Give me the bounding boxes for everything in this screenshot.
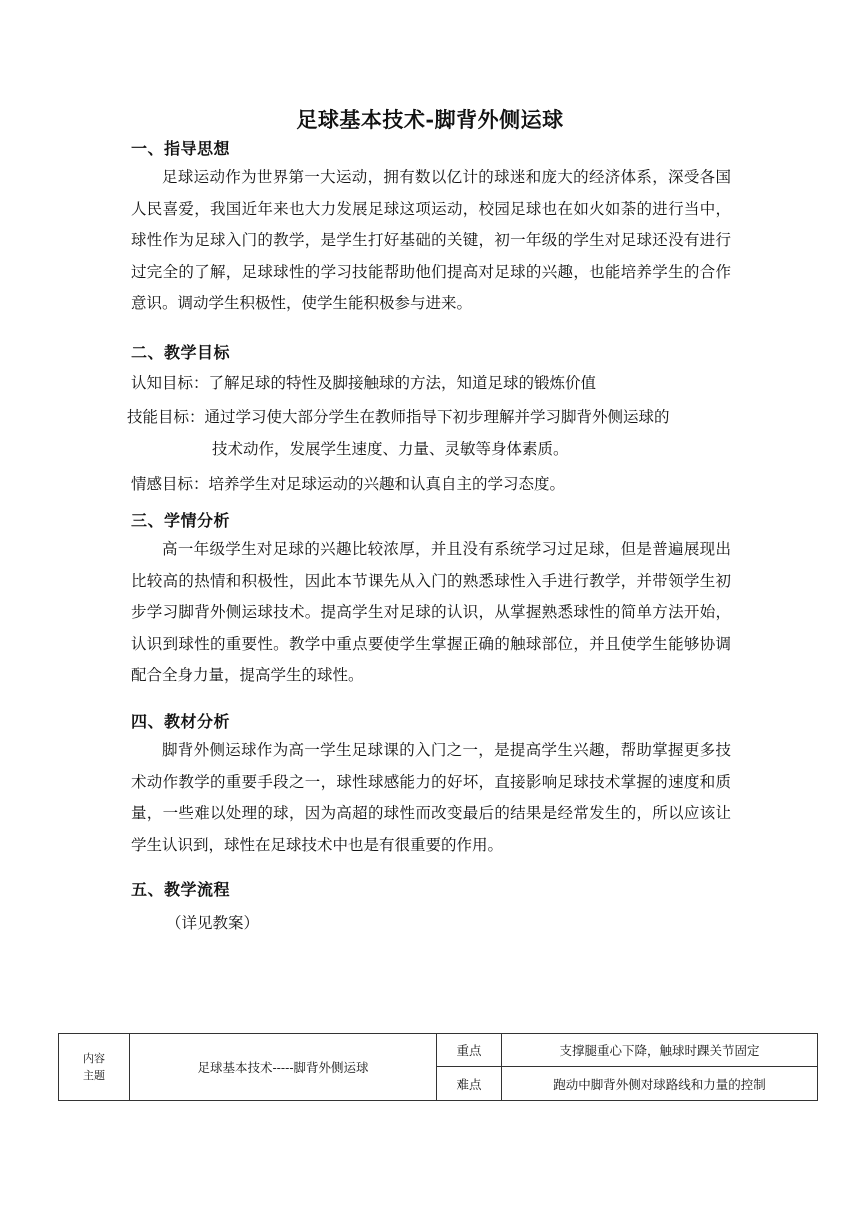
teaching-process-note: （详见教案） [166,914,260,932]
section-heading-guiding-ideology: 一、指导思想 [131,139,231,158]
difficulty-value: 跑动中脚背外侧对球路线和力量的控制 [502,1067,818,1101]
content-topic-label-line-2: 主题 [83,1069,105,1082]
section-heading-material-analysis: 四、教材分析 [131,712,231,731]
difficulty-label: 难点 [437,1067,502,1101]
objective-affective: 情感目标：培养学生对足球运动的兴趣和认真自主的学习态度。 [131,475,566,493]
lesson-info-table [58,1033,818,1101]
objective-skill-line-2: 技术动作，发展学生速度、力量、灵敏等身体素质。 [212,440,569,458]
objective-skill-line-1: 技能目标：通过学习使大部分学生在教师指导下初步理解并学习脚背外侧运球的 [127,408,670,426]
key-point-value: 支撑腿重心下降，触球时踝关节固定 [502,1034,818,1067]
content-topic-value: 足球基本技术-----脚背外侧运球 [130,1034,437,1101]
content-topic-label-line-1: 内容 [83,1052,105,1065]
objective-cognitive: 认知目标：了解足球的特性及脚接触球的方法，知道足球的锻炼价值 [131,374,597,392]
key-point-label: 重点 [437,1034,502,1067]
section-body-guiding-ideology: 足球运动作为世界第一大运动，拥有数以亿计的球迷和庞大的经济体系，深受各国人民喜爱，我国近年来也大力发展足球这项运动，校园足球也在如火如荼的进行当中，球性作为足球入门的教学，是学生打好基础的关键，初一年级的学生对足球还没有进行过完全的了解，足球球性的学习技能帮助他们提高对足球的兴趣，也能培养学生的合作意识。调动学生积极性，使学生能积极参与进来。 [131,168,731,312]
section-body-material-analysis: 脚背外侧运球作为高一学生足球课的入门之一，是提高学生兴趣，帮助掌握更多技术动作教学的重要手段之一，球性球感能力的好坏，直接影响足球技术掌握的速度和质量，一些难以处理的球，因为高超的球性而改变最后的结果是经常发生的，所以应该让学生认识到，球性在足球技术中也是有很重要的作用。 [131,741,731,854]
section-heading-teaching-process: 五、教学流程 [131,880,231,899]
content-topic-label [59,1034,130,1101]
section-heading-student-analysis: 三、学情分析 [131,511,231,530]
section-heading-teaching-objectives: 二、教学目标 [131,343,231,362]
document-title: 足球基本技术-脚背外侧运球 [296,107,564,132]
section-body-student-analysis: 高一年级学生对足球的兴趣比较浓厚，并且没有系统学习过足球，但是普遍展现出比较高的热情和积极性，因此本节课先从入门的熟悉球性入手进行教学，并带领学生初步学习脚背外侧运球技术。提高学生对足球的认识，从掌握熟悉球性的简单方法开始，认识到球性的重要性。教学中重点要使学生掌握正确的触球部位，并且使学生能够协调配合全身力量，提高学生的球性。 [131,540,731,684]
